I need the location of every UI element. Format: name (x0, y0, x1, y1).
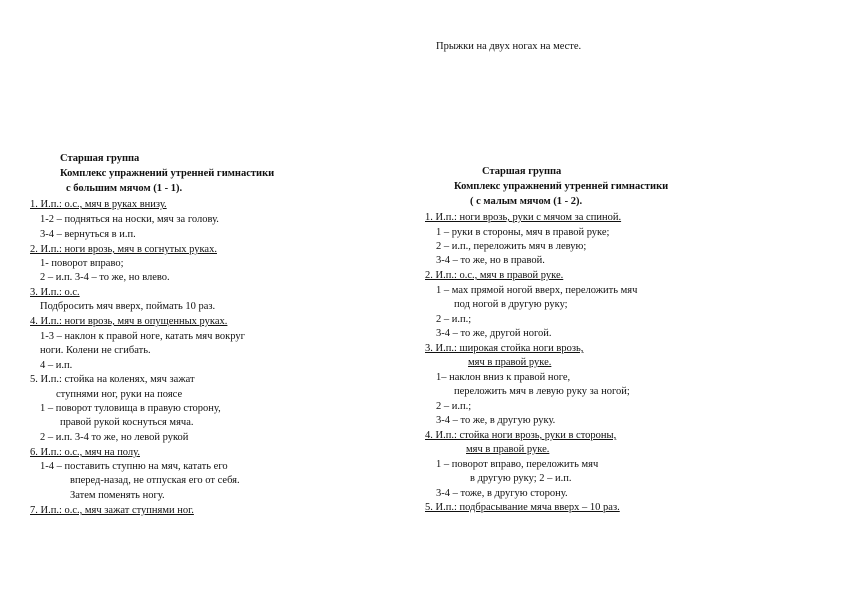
right-line: 3-4 – то же, другой ногой. (436, 328, 552, 339)
left-complex-title: Комплекс упражнений утренней гимнастики (60, 168, 275, 179)
left-line: 1-2 – подняться на носки, мяч за голову. (40, 214, 219, 225)
left-complex-subtitle: с большим мячом (1 - 1). (66, 183, 183, 194)
right-line: 1. И.п.: ноги врозь, руки с мячом за спиной. (425, 212, 622, 223)
right-line: 2 – и.п.; (436, 401, 472, 412)
right-line: 3-4 – то же, но в правой. (436, 255, 545, 266)
right-line: переложить мяч в левую руку за ногой; (454, 386, 630, 397)
left-line: 2. И.п.: ноги врозь, мяч в согнутых руках. (30, 244, 217, 255)
left-line: правой рукой коснуться мяча. (60, 417, 194, 428)
right-line: 2 – и.п.; (436, 314, 472, 325)
left-line: Затем поменять ногу. (70, 490, 165, 501)
left-line: вперед-назад, не отпуская его от себя. (70, 475, 240, 486)
right-line: в другую руку; 2 – и.п. (470, 473, 572, 484)
left-line: Подбросить мяч вверх, поймать 10 раз. (40, 301, 216, 312)
left-line: ноги. Колени не сгибать. (40, 345, 151, 356)
left-line: 4. И.п.: ноги врозь, мяч в опущенных руках. (30, 316, 228, 327)
left-line: 1- поворот вправо; (40, 258, 124, 269)
left-line: 3-4 – вернуться в и.п. (40, 229, 136, 240)
right-line: 3-4 – то же, в другую руку. (436, 415, 556, 426)
left-line: 7. И.п.: о.с., мяч зажат ступнями ног. (30, 505, 194, 516)
right-line: под ногой в другую руку; (454, 299, 568, 310)
right-line: 1 – поворот вправо, переложить мяч (436, 459, 599, 470)
left-line: 1-3 – наклон к правой ноге, катать мяч вокруг (40, 331, 245, 342)
right-complex-title: Комплекс упражнений утренней гимнастики (454, 181, 669, 192)
right-line: 1 – руки в стороны, мяч в правой руке; (436, 227, 610, 238)
left-line: 2 – и.п. 3-4 – то же, но влево. (40, 272, 170, 283)
right-line: 2 – и.п., переложить мяч в левую; (436, 241, 587, 252)
left-line: 3. И.п.: о.с. (30, 287, 80, 298)
right-line: 1 – мах прямой ногой вверх, переложить мяч (436, 285, 638, 296)
left-line: 1. И.п.: о.с., мяч в руках внизу. (30, 199, 167, 210)
right-line: мяч в правой руке. (466, 444, 550, 455)
right-line: 3. И.п.: широкая стойка ноги врозь, (425, 343, 584, 354)
left-group-heading: Старшая группа (60, 153, 140, 164)
right-line: 3-4 – тоже, в другую сторону. (436, 488, 568, 499)
left-line: 6. И.п.: о.с., мяч на полу. (30, 447, 140, 458)
left-line: 2 – и.п. 3-4 то же, но левой рукой (40, 432, 189, 443)
right-line: 1– наклон вниз к правой ноге, (436, 372, 571, 383)
left-line: 1 – поворот туловища в правую сторону, (40, 403, 221, 414)
right-line: 5. И.п.: подбрасывание мяча вверх – 10 раз. (425, 502, 620, 513)
right-line: 2. И.п.: о.с., мяч в правой руке. (425, 270, 564, 281)
top-note: Прыжки на двух ногах на месте. (436, 41, 582, 52)
left-line: 4 – и.п. (40, 360, 73, 371)
right-complex-subtitle: ( с малым мячом (1 - 2). (470, 196, 583, 207)
right-group-heading: Старшая группа (482, 166, 562, 177)
right-line: 4. И.п.: стойка ноги врозь, руки в стороны, (425, 430, 617, 441)
left-line: ступнями ног, руки на поясе (56, 389, 183, 400)
left-line: 1-4 – поставить ступню на мяч, катать его (40, 461, 228, 472)
left-line: 5. И.п.: стойка на коленях, мяч зажат (30, 374, 195, 385)
right-line: мяч в правой руке. (468, 357, 552, 368)
